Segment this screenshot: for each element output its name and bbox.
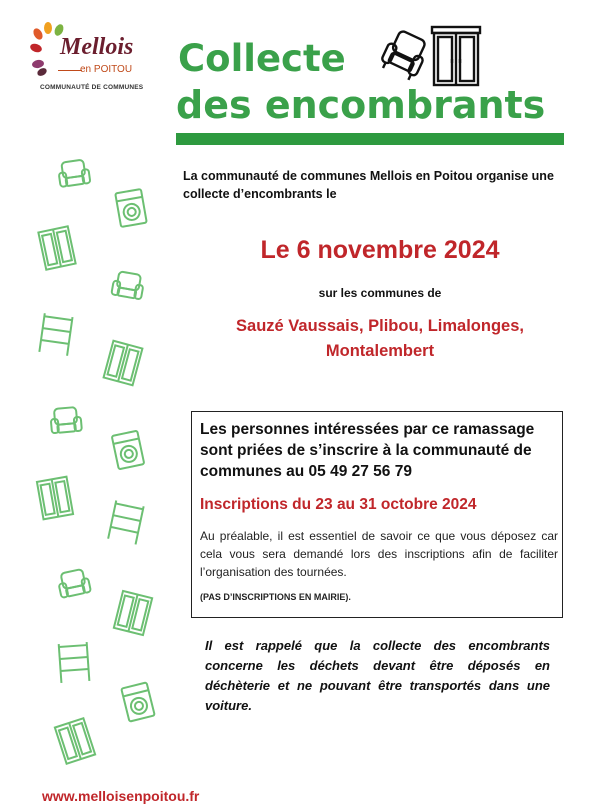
washing-machine-icon (112, 430, 144, 470)
wardrobe-icon (114, 590, 152, 636)
armchair-icon (48, 405, 84, 437)
title-underline-bar (176, 133, 564, 145)
intro-text: La communauté de communes Mellois en Poitou organise une collecte d’encombrants le (183, 169, 554, 201)
title-line-1: Collecte (178, 37, 346, 80)
armchair-icon (56, 158, 92, 190)
logo-name: Mellois (60, 34, 134, 60)
logo-divider (58, 70, 82, 71)
armchair-icon (110, 270, 146, 302)
registration-warning: (PAS D’INSCRIPTIONS EN MAIRIE). (200, 592, 351, 602)
registration-note: Au préalable, il est essentiel de savoir ce que vous déposez car cela vous sera demandé lors des inscriptions afin de faciliter l’organisation des tournées. (200, 529, 558, 579)
collection-date: Le 6 novembre 2024 (260, 236, 500, 264)
title-line-2: des encombrants (176, 83, 546, 127)
wardrobe-icon (104, 340, 142, 386)
washing-machine-icon (115, 188, 147, 228)
communes-intro: sur les communes de (318, 286, 442, 300)
wardrobe-icon (36, 475, 74, 521)
shelf-icon (106, 500, 146, 544)
wardrobe-icon (56, 718, 94, 764)
shelf-icon (54, 640, 94, 684)
logo-sub: en POITOU (80, 64, 133, 75)
logo-tagline: COMMUNAUTÉ DE COMMUNES (40, 84, 144, 91)
communes-list: Sauzé Vaussais, Plibou, Limalonges, Montalembert (236, 317, 524, 360)
registration-instructions: Les personnes intéressées par ce ramassage sont priées de s’inscrire à la communauté de communes au 05 49 27 56 79 (200, 421, 535, 480)
shelf-icon (36, 312, 76, 356)
wardrobe-icon (38, 225, 76, 271)
armchair-icon (382, 28, 428, 80)
reminder-text: Il est rappelé que la collecte des encombrants concerne les déchets devant être déposés en déchèterie et ne pouvant être transportés dans une voiture. (205, 638, 550, 713)
wardrobe-icon (430, 25, 482, 89)
website-link[interactable]: www.melloisenpoitou.fr (42, 788, 200, 804)
armchair-icon (56, 568, 92, 600)
washing-machine-icon (122, 682, 154, 722)
registration-dates: Inscriptions du 23 au 31 octobre 2024 (200, 496, 477, 513)
